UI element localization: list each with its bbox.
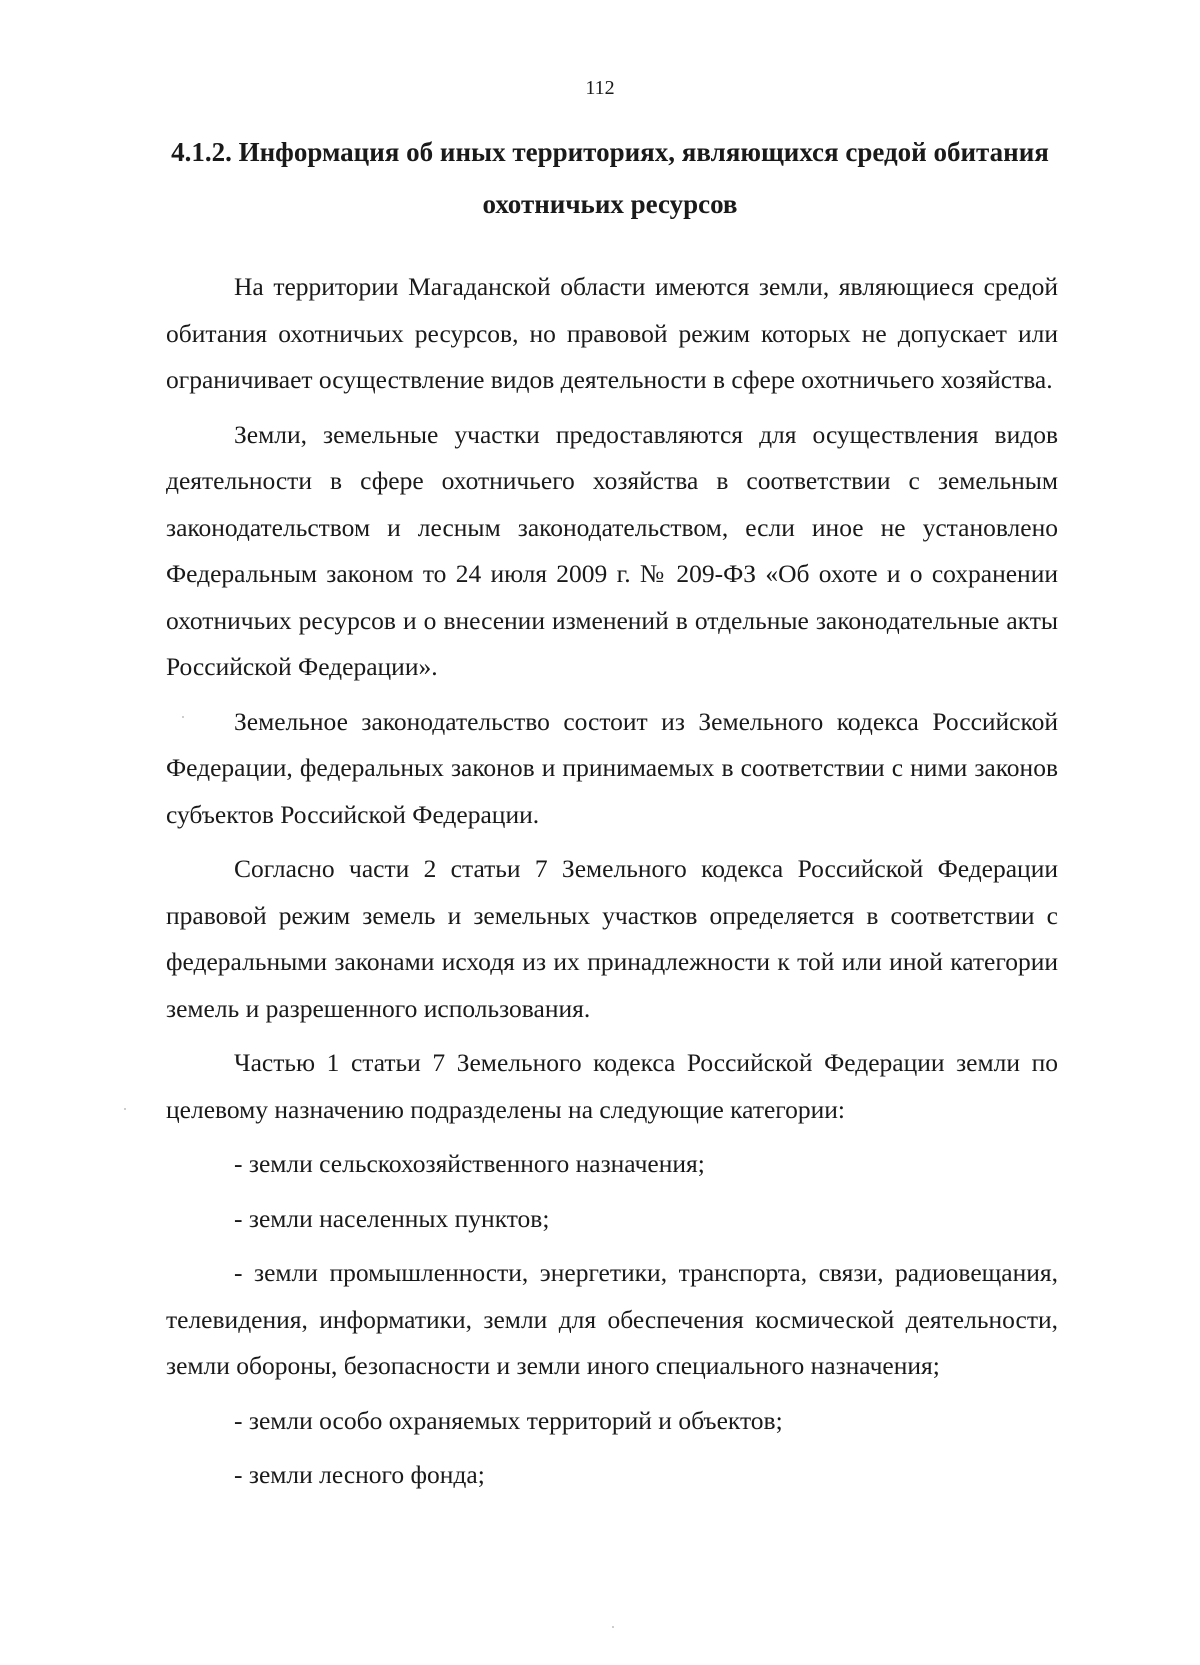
scan-speck	[612, 1626, 614, 1628]
section-heading: 4.1.2. Информация об иных территориях, являющихся средой обитания охотничьих ресурсов	[171, 137, 1049, 219]
category-list-item: - земли лесного фонда;	[234, 1460, 485, 1489]
category-list-item: - земли сельскохозяйственного назначения;	[234, 1149, 705, 1178]
category-list-item: - земли населенных пунктов;	[234, 1203, 550, 1233]
scan-speck	[124, 1108, 126, 1110]
document-body	[166, 264, 1058, 1499]
category-list-item: - земли промышленности, энергетики, транспорта, связи, радиовещания, телевидения, информатики, земли для обеспечения космической деятельности, земли обороны, безопасности и земли иного специального назначения;	[166, 1258, 1058, 1380]
paragraph: На территории Магаданской области имеются земли, являющиеся средой обитания охотничьих ресурсов, но правовой режим которых не допускает или ограничивает осуществление видов деятельности в сфере охотничьего хозяйства.	[166, 272, 1058, 394]
page-number: 112	[585, 77, 615, 99]
paragraph: Земельное законодательство состоит из Земельного кодекса Российской Федерации, федеральных законов и принимаемых в соответствии с ними законов субъектов Российской Федерации.	[166, 706, 1058, 829]
paragraph: Земли, земельные участки предоставляются для осуществления видов деятельности в сфере охотничьего хозяйства в соответствии с земельным законодательством и лесным законодательством, если иное не установлено Федеральным законом то 24 июля 2009 г. № 209-ФЗ «Об охоте и о сохранении охотничьих ресурсов и о внесении изменений в отдельные законодательные акты Российской Федерации».	[166, 419, 1058, 681]
paragraph: Частью 1 статьи 7 Земельного кодекса Российской Федерации земли по целевому назначению подразделены на следующие категории:	[166, 1048, 1058, 1124]
scan-speck	[182, 716, 184, 718]
category-list-item: - земли особо охраняемых территорий и объектов;	[234, 1405, 783, 1435]
paragraph: Согласно части 2 статьи 7 Земельного кодекса Российской Федерации правовой режим земель и земельных участков определяется в соответствии с федеральными законами исходя из их принадлежности к той или иной категории земель и разрешенного использования.	[166, 854, 1058, 1023]
